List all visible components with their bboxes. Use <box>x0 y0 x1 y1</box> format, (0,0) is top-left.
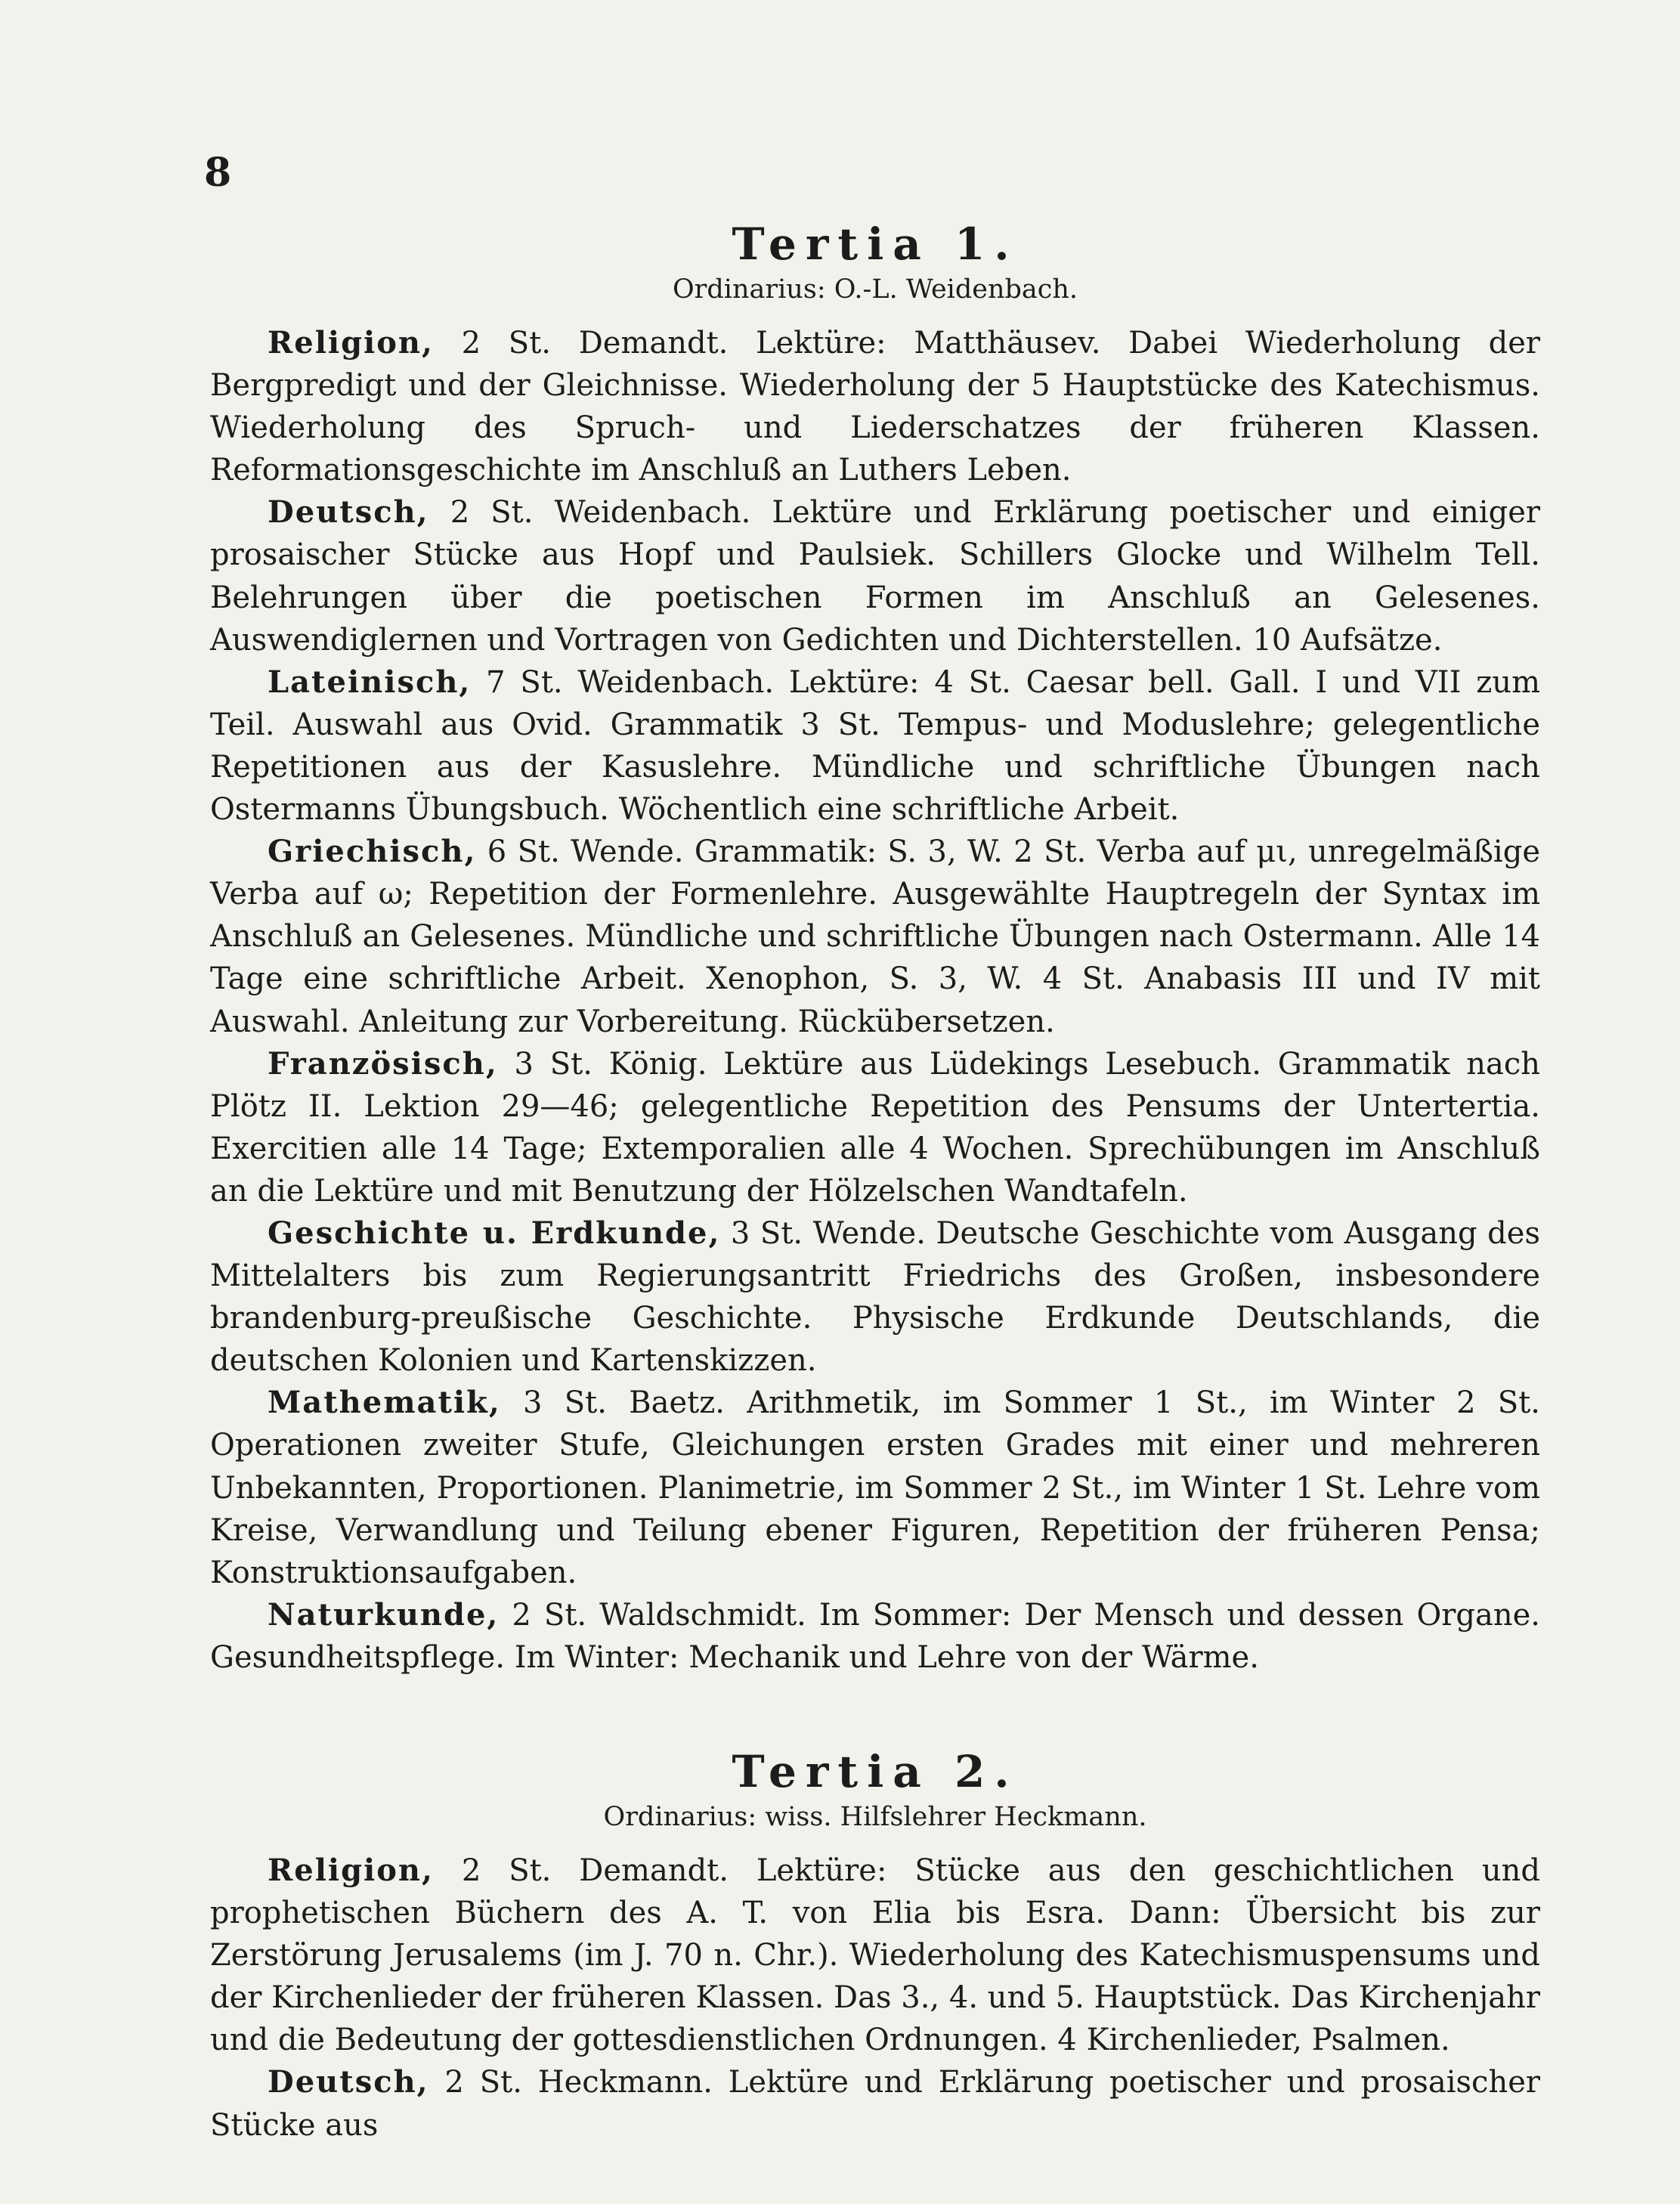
subject-label: Griechisch, <box>268 834 477 870</box>
subject-label: Religion, <box>268 325 434 361</box>
paragraph-text: 2 St. Heckmann. Lektüre und Erklärung poetischer und prosaischer Stücke aus <box>210 2065 1540 2143</box>
section-tertia-1 <box>210 218 1540 1679</box>
paragraph-religion <box>210 1850 1540 2061</box>
paragraph-geschichte <box>210 1212 1540 1382</box>
paragraph-text: 2 St. Demandt. Lektüre: Matthäusev. Dabei Wiederholung der Bergpredigt und der Gleichnisse. Wiederholung der 5 Hauptstücke des Katechismus. Wiederholung des Spruch- und Liederschatzes der früheren Klassen. Reformationsgeschichte im Anschluß an Luthers Leben. <box>210 326 1540 488</box>
paragraph-mathematik <box>210 1382 1540 1593</box>
paragraph-text: 2 St. Demandt. Lektüre: Stücke aus den geschichtlichen und prophetischen Büchern des A. T. von Elia bis Esra. Dann: Übersicht bis zur Zerstörung Jerusalems (im J. 70 n. Chr.). Wiederholung des Katechismuspensums und der Kirchenlieder der früheren Klassen. Das 3., 4. und 5. Hauptstück. Das Kirchenjahr und die Bedeutung der gottesdienstlichen Ordnungen. 4 Kirchenlieder, Psalmen. <box>210 1853 1540 2058</box>
paragraph-text: 3 St. Wende. Deutsche Geschichte vom Ausgang des Mittelalters bis zum Regierungsantritt Friedrichs des Großen, insbesondere brandenburg-preußische Geschichte. Physische Erdkunde Deutschlands, die deutschen Kolonien und Kartenskizzen. <box>210 1215 1540 1379</box>
paragraph-deutsch <box>210 491 1540 661</box>
subject-label: Geschichte u. Erdkunde, <box>268 1215 721 1251</box>
subject-label: Französisch, <box>268 1045 498 1082</box>
subject-label: Religion, <box>268 1853 434 1888</box>
subject-label: Deutsch, <box>268 2064 429 2100</box>
paragraph-franzoesisch <box>210 1043 1540 1212</box>
paragraph-religion <box>210 322 1540 491</box>
section-gap <box>210 1679 1540 1745</box>
document-body <box>210 218 1540 2147</box>
subject-label: Deutsch, <box>268 494 429 531</box>
subject-label: Naturkunde, <box>268 1596 500 1633</box>
page-number: 8 <box>204 150 232 196</box>
paragraph-text: 6 St. Wende. Grammatik: S. 3, W. 2 St. Verba auf μι, unregelmäßige Verba auf ω; Repetition der Formenlehre. Ausgewählte Hauptregeln der Syntax im Anschluß an Gelesenes. Mündliche und schriftliche Übungen nach Ostermann. Alle 14 Tage eine schriftliche Arbeit. Xenophon, S. 3, W. 4 St. Anabasis III und IV mit Auswahl. Anleitung zur Vorbereitung. Rückübersetzen. <box>210 834 1540 1039</box>
ordinarius-line: Ordinarius: O.-L. Weidenbach. <box>672 274 1078 305</box>
section-tertia-2 <box>210 1745 1540 2147</box>
subject-label: Mathematik, <box>268 1385 501 1421</box>
paragraph-lateinisch <box>210 661 1540 831</box>
paragraph-naturkunde <box>210 1594 1540 1679</box>
paragraph-text: 3 St. König. Lektüre aus Lüdekings Lesebuch. Grammatik nach Plötz II. Lektion 29—46; gelegentliche Repetition des Pensums der Untertertia. Exercitien alle 14 Tage; Extemporalien alle 4 Wochen. Sprechübungen im Anschluß an die Lektüre und mit Benutzung der Hölzelschen Wandtafeln. <box>210 1046 1540 1209</box>
paragraph-deutsch <box>210 2061 1540 2146</box>
paragraph-text: 2 St. Waldschmidt. Im Sommer: Der Mensch und dessen Organe. Gesundheitspflege. Im Winter: Mechanik und Lehre von der Wärme. <box>210 1597 1540 1675</box>
section-title: Tertia 2. <box>732 1746 1019 1797</box>
paragraph-text: 2 St. Weidenbach. Lektüre und Erklärung poetischer und einiger prosaischer Stücke aus Hopf und Paulsiek. Schillers Glocke und Wilhelm Tell. Belehrungen über die poetischen Formen im Anschluß an Gelesenes. Auswendiglernen und Vortragen von Gedichten und Dichterstellen. 10 Aufsätze. <box>210 495 1540 658</box>
paragraph-text: 7 St. Weidenbach. Lektüre: 4 St. Caesar bell. Gall. I und VII zum Teil. Auswahl aus Ovid. Grammatik 3 St. Tempus- und Moduslehre; gelegentliche Repetitionen aus der Kasuslehre. Mündliche und schriftliche Übungen nach Ostermanns Übungsbuch. Wöchentlich eine schriftliche Arbeit. <box>210 664 1540 828</box>
section-title: Tertia 1. <box>732 218 1019 270</box>
paragraph-griechisch <box>210 831 1540 1042</box>
paragraph-text: 3 St. Baetz. Arithmetik, im Sommer 1 St., im Winter 2 St. Operationen zweiter Stufe, Gleichungen ersten Grades mit einer und mehreren Unbekannten, Proportionen. Planimetrie, im Sommer 2 St., im Winter 1 St. Lehre vom Kreise, Verwandlung und Teilung ebener Figuren, Repetition der früheren Pensa; Konstruktionsaufgaben. <box>210 1385 1540 1590</box>
subject-label: Lateinisch, <box>268 664 472 700</box>
ordinarius-line: Ordinarius: wiss. Hilfslehrer Heckmann. <box>603 1802 1147 1832</box>
